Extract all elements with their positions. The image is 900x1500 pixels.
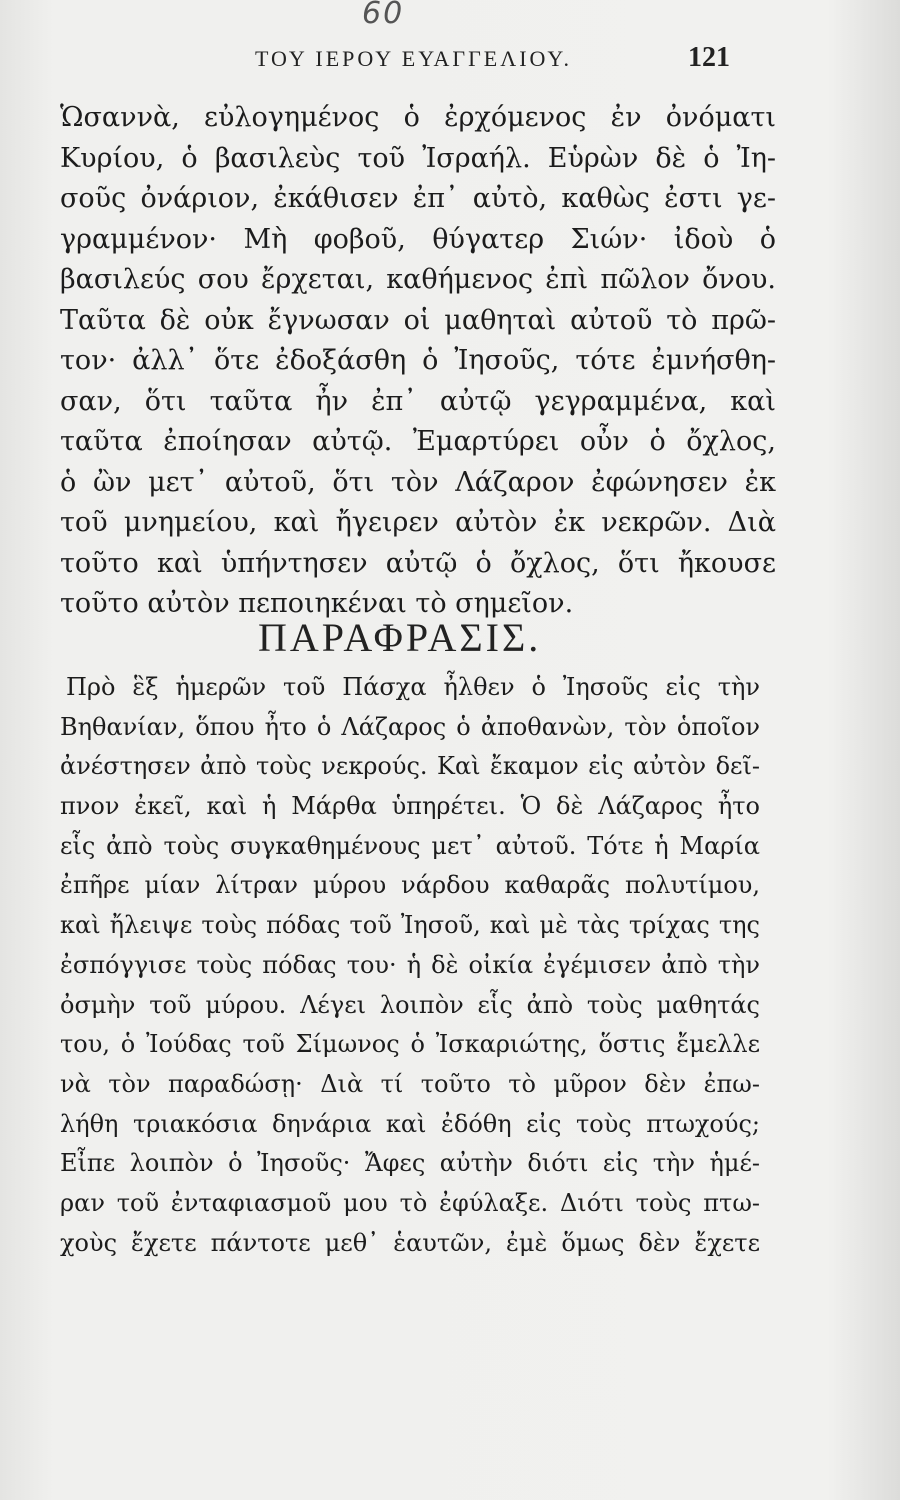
gospel-line: τοῦτο αὐτὸν πεποιηκέναι τὸ σημεῖον. [60, 588, 574, 619]
gospel-line: ὁ ὢν μετ᾽ αὐτοῦ, ὅτι τὸν Λάζαρον ἐφώνησεν ἐκ [60, 466, 776, 498]
gospel-line: Ταῦτα δὲ οὐκ ἔγνωσαν οἱ μαθηταὶ αὐτοῦ τὸ πρῶ- [60, 304, 776, 336]
section-heading: ΠΑΡΑΦΡΑΣΙΣ. [258, 615, 542, 660]
paraphrase-text [60, 668, 760, 1263]
gospel-line: σοῦς ὀνάριον, ἐκάθισεν ἐπ᾽ αὐτὸ, καθὼς ἐστι γε- [60, 183, 776, 214]
running-header [60, 42, 840, 82]
gospel-line: τον· ἀλλ᾽ ὅτε ἐδοξάσθη ὁ Ἰησοῦς, τότε ἐμνήσθη- [60, 345, 776, 376]
handwritten-page-mark: 60 [362, 0, 405, 31]
paraphrase-line: Πρὸ ἓξ ἡμερῶν τοῦ Πάσχα ἦλθεν ὁ Ἰησοῦς εἰς τὴν [66, 673, 760, 701]
paraphrase-line: λήθη τριακόσια δηνάρια καὶ ἐδόθη εἰς τοὺς πτωχούς; [60, 1109, 760, 1138]
header-title: ΤΟΥ ΙΕΡΟΥ ΕΥΑΓΓΕΛΙΟΥ. [255, 46, 572, 71]
paraphrase-line: χοὺς ἔχετε πάντοτε μεθ᾽ ἑαυτῶν, ἐμὲ ὅμως δὲν ἔχετε [60, 1228, 760, 1257]
paraphrase-line: ἐσπόγγισε τοὺς πόδας του· ἡ δὲ οἰκία ἐγέμισεν ἀπὸ τὴν [60, 950, 760, 979]
gospel-line: τοῦ μνημείου, καὶ ἤγειρεν αὐτὸν ἐκ νεκρῶν. Διὰ [60, 507, 776, 538]
paraphrase-line: εἷς ἀπὸ τοὺς συγκαθημένους μετ᾽ αὐτοῦ. Τότε ἡ Μαρία [60, 831, 760, 860]
paraphrase-line: καὶ ἤλειψε τοὺς πόδας τοῦ Ἰησοῦ, καὶ μὲ τὰς τρίχας της [60, 911, 760, 940]
paraphrase-line: Βηθανίαν, ὅπου ἦτο ὁ Λάζαρος ὁ ἀποθανὼν, τὸν ὁποῖον [60, 712, 760, 741]
paraphrase-line: ὀσμὴν τοῦ μύρου. Λέγει λοιπὸν εἷς ἀπὸ τοὺς μαθητάς [60, 990, 760, 1019]
paraphrase-line: του, ὁ Ἰούδας τοῦ Σίμωνος ὁ Ἰσκαριώτης, ὅστις ἔμελλε [60, 1030, 760, 1059]
gospel-line: γραμμένον· Μὴ φοβοῦ, θύγατερ Σιών· ἰδοὺ ὁ [60, 223, 776, 255]
gospel-line: τοῦτο καὶ ὑπήντησεν αὐτῷ ὁ ὄχλος, ὅτι ἤκουσε [60, 547, 776, 579]
paraphrase-line: Εἶπε λοιπὸν ὁ Ἰησοῦς· Ἄφες αὐτὴν διότι εἰς τὴν ἡμέ- [60, 1149, 760, 1178]
paraphrase-line: πνον ἐκεῖ, καὶ ἡ Μάρθα ὑπηρέτει. Ὁ δὲ Λάζαρος ἦτο [60, 792, 760, 821]
gospel-line: ταῦτα ἐποίησαν αὐτῷ. Ἐμαρτύρει οὖν ὁ ὄχλος, [60, 426, 776, 457]
paraphrase-line: ἀνέστησεν ἀπὸ τοὺς νεκρούς. Καὶ ἔκαμον εἰς αὐτὸν δεῖ- [60, 752, 760, 781]
paraphrase-line: ραν τοῦ ἐνταφιασμοῦ μου τὸ ἐφύλαξε. Διότι τοὺς πτω- [60, 1188, 760, 1217]
gospel-line: σαν, ὅτι ταῦτα ἦν ἐπ᾽ αὐτῷ γεγραμμένα, καὶ [60, 385, 776, 417]
gospel-text [60, 98, 776, 625]
paraphrase-line: ἐπῆρε μίαν λίτραν μύρου νάρδου καθαρᾶς πολυτίμου, [60, 871, 760, 900]
gospel-line: βασιλεύς σου ἔρχεται, καθήμενος ἐπὶ πῶλον ὄνου. [60, 264, 776, 295]
paraphrase-line: νὰ τὸν παραδώσῃ· Διὰ τί τοῦτο τὸ μῦρον δὲν ἐπω- [60, 1069, 760, 1098]
page-number: 121 [688, 42, 730, 73]
gospel-line: Ὡσαννὰ, εὐλογημένος ὁ ἐρχόμενος ἐν ὀνόματι [60, 102, 776, 133]
gospel-line: Κυρίου, ὁ βασιλεὺς τοῦ Ἰσραήλ. Εὑρὼν δὲ ὁ Ἰη- [60, 142, 776, 174]
